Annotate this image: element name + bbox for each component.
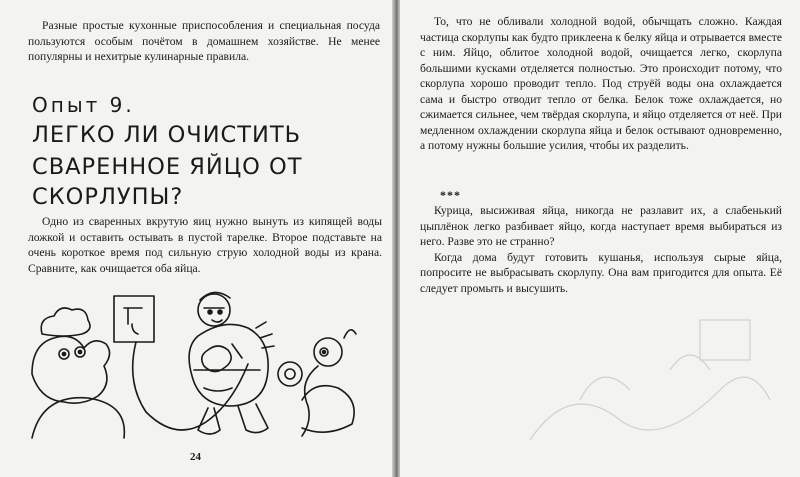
intro-text-block [28, 18, 380, 65]
experiment-title-line-2: СВАРЕННОЕ ЯЙЦО ОТ СКОРЛУПЫ? [32, 154, 303, 210]
chef-character-icon [32, 336, 110, 403]
experiment-instructions [28, 214, 382, 276]
instructions-paragraph: Одно из сваренных вкрутую яиц нужно вынуть из кипящей воды ложкой и оставить остывать в пустой тарелке. Второе подставьте на очень короткое время под сильную струю холодной воды из крана. Сравните, как очищается оба яйца. [28, 215, 382, 275]
right-page [400, 0, 800, 477]
preparation-paragraph: Когда дома будут готовить кушанья, используя сырые яйца, попросите не выбрасывать скорлупу. Она вам пригодится для опыта. Её следует промыть и высушить. [420, 250, 782, 295]
cartoon-illustration [28, 278, 358, 446]
explanation-block [420, 14, 782, 154]
follow-up-block [420, 203, 782, 296]
experiment-label: Опыт 9. [32, 93, 135, 117]
faucet-sign-icon [114, 296, 154, 342]
experiment-title-line-1: ЛЕГКО ЛИ ОЧИСТИТЬ [32, 122, 302, 148]
experiment-heading [32, 92, 382, 212]
bleed-through-drawing-icon [520, 300, 780, 460]
left-page [0, 0, 392, 477]
intro-paragraph: Разные простые кухонные приспособления и специальная посуда пользуются особым почётом в домашнем хозяйстве. Не менее популярны и нехитрые кулинарные правила. [28, 19, 380, 63]
explanation-paragraph: То, что не обливали холодной водой, обычщать сложно. Каждая частица скорлупы как будто приклеена к белку яйца и отрывается вместе с ним. Яйцо, облитое холодной водой, очищается легко, скорлупа большими кусками отделяется полностью. Это происходит потому, что скорлупа хорошо проводит тепло. Под струёй воды она охлаждается сама и быстро отводит тепло от белка. Белок тоже охлаждается, но сжимается сильнее, чем твёрдая скорлупа, и яйцо отделяется от неё. При медленном охлаждении скорлупа яйца и белок остывают одновременно, а потому нужны большие усилия, чтобы их разделить. [420, 15, 782, 152]
question-paragraph: Курица, высиживая яйца, никогда не разлавит их, а слабенький цыплёнок легко разбивает яйцо, когда наступает время выбираться из него. Разве это не странно? [420, 204, 782, 248]
section-separator: *** [440, 188, 461, 202]
page-number: 24 [190, 451, 201, 463]
book-gutter [392, 0, 400, 477]
